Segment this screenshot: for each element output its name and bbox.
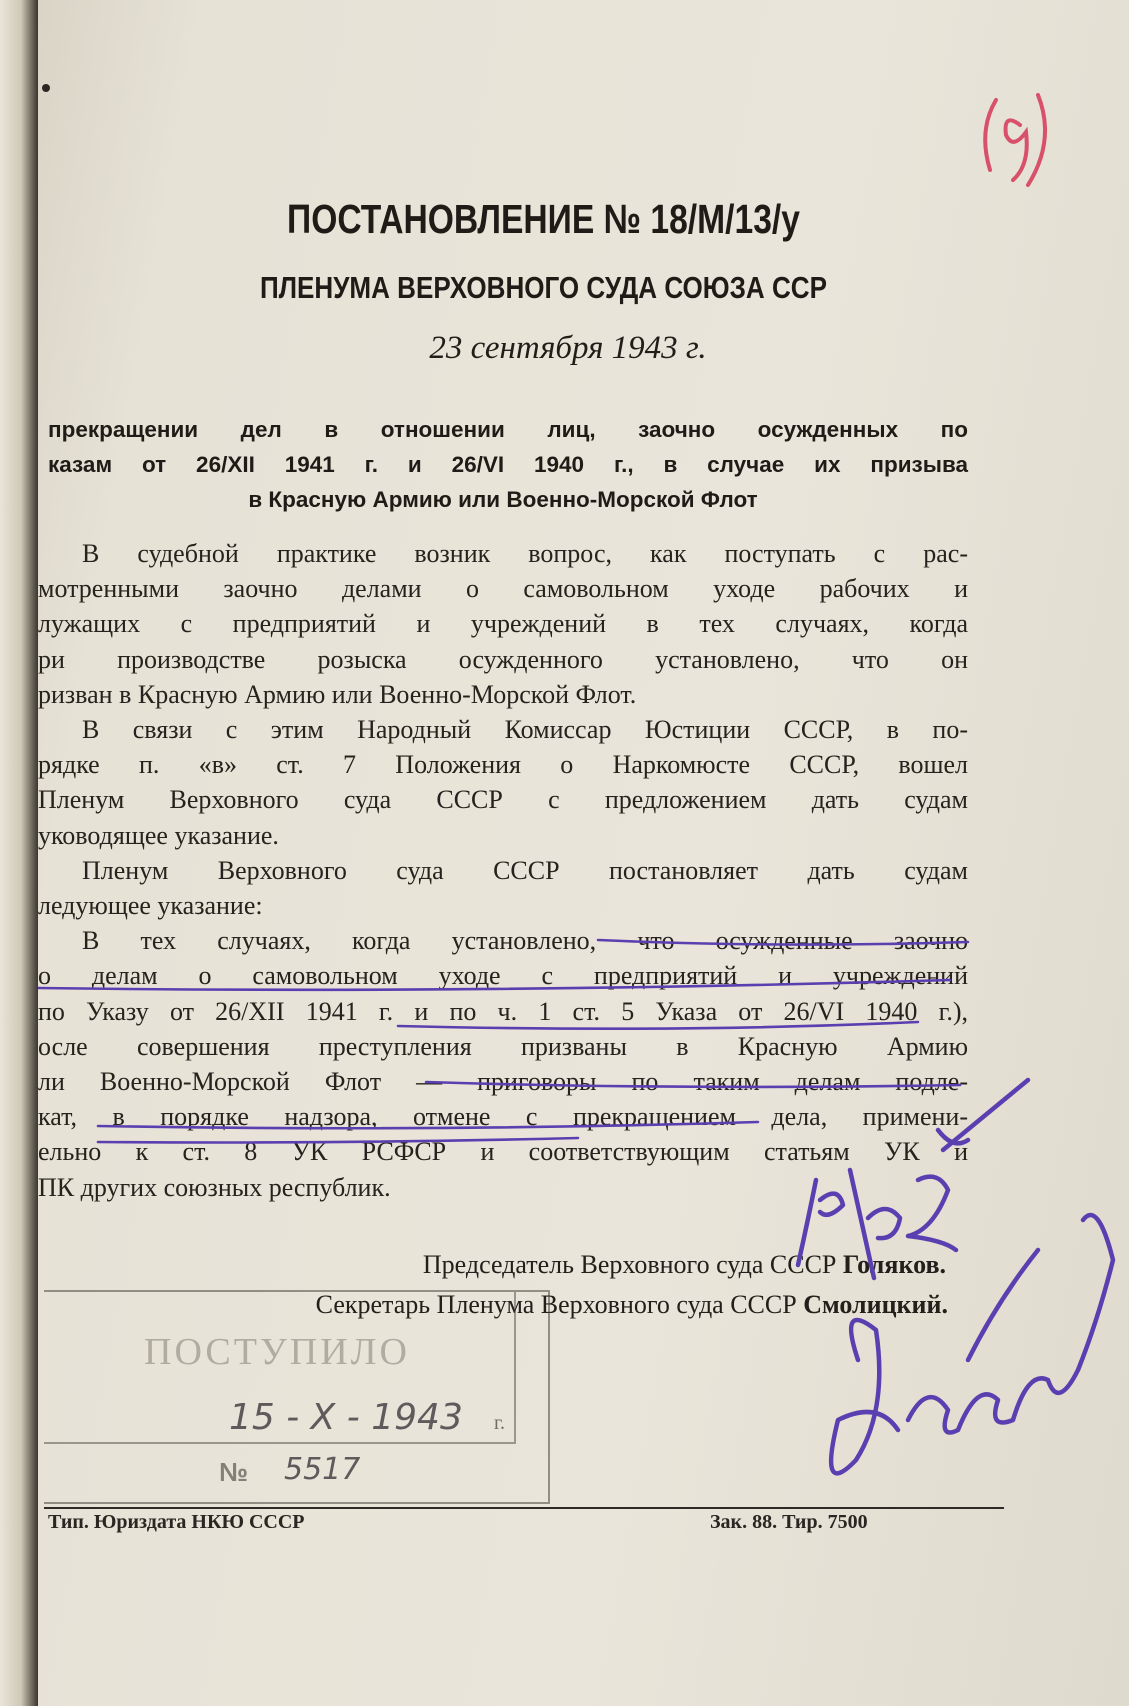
- body-line: ельно к ст. 8 УК РСФСР и соответствующим статьям УК и: [38, 1137, 968, 1167]
- body-line: осле совершения преступления призваны в Красную Армию: [38, 1031, 968, 1061]
- stamp-received-text: ПОСТУПИЛО: [144, 1331, 410, 1373]
- body-line: ли Военно-Морской Флот — приговоры по таким делам подле-: [38, 1067, 968, 1097]
- heading-line: прекращении дел в отношении лиц, заочно осужденных по: [48, 417, 968, 442]
- document-title: ПОСТАНОВЛЕНИЕ № 18/М/13/у: [287, 196, 800, 242]
- chairman-role: Председатель Верховного суда СССР: [422, 1250, 837, 1279]
- red-margin-mark: [985, 95, 1045, 185]
- body-line: ПК других союзных республик.: [38, 1172, 391, 1202]
- resolution-heading: [38, 412, 968, 517]
- footer-divider: [44, 1507, 1004, 1509]
- body-line: В тех случаях, когда установлено, что осужденные заочно: [82, 926, 968, 956]
- chairman-name: Голяков.: [842, 1250, 946, 1279]
- document-date: 23 сентября 1943 г.: [429, 330, 707, 366]
- stamp-number-label: №: [219, 1457, 248, 1487]
- body-line: о делам о самовольном уходе с предприятий и учреждений: [38, 961, 968, 991]
- print-order-info: Зак. 88. Тир. 7500: [710, 1511, 868, 1533]
- body-line: ри производстве розыска осужденного установлено, что он: [38, 644, 968, 674]
- body-line: ледующее указание:: [38, 891, 263, 921]
- chairman-signature-line: [38, 1245, 968, 1285]
- body-line: мотренными заочно делами о самовольном уходе рабочих и: [38, 574, 968, 604]
- stamp-number: 5517: [284, 1452, 361, 1487]
- stamp-date: 15 - X - 1943: [229, 1397, 463, 1438]
- punch-mark: [42, 84, 50, 92]
- printer-imprint: Тип. Юриздата НКЮ СССР: [48, 1511, 305, 1533]
- body-line: Пленум Верховного суда СССР постановляет дать судам: [82, 855, 968, 885]
- secretary-name: Смолицкий.: [803, 1290, 948, 1319]
- body-line: рядке п. «в» ст. 7 Положения о Наркомюсте СССР, вошел: [38, 750, 968, 780]
- left-binding-edge: [0, 0, 38, 1706]
- document-page: [38, 0, 1129, 1706]
- body-line: В судебной практике возник вопрос, как поступать с рас-: [82, 539, 968, 568]
- body-line: лужащих с предприятий и учреждений в тех случаях, когда: [38, 609, 968, 639]
- body-line: ризван в Красную Армию или Военно-Морской Флот.: [38, 679, 637, 709]
- body-line: по Указу от 26/XII 1941 г. и по ч. 1 ст. 5 Указа от 26/VI 1940 г.),: [38, 996, 968, 1026]
- resolution-body: [38, 536, 968, 1205]
- stamp-year-suffix: г.: [494, 1412, 505, 1434]
- secretary-role: Секретарь Пленума Верховного суда СССР: [315, 1290, 797, 1319]
- received-stamp: [44, 1290, 550, 1504]
- document-subtitle: ПЛЕНУМА ВЕРХОВНОГО СУДА СОЮЗА ССР: [260, 270, 827, 305]
- body-line: В связи с этим Народный Комиссар Юстиции СССР, в по-: [82, 715, 968, 745]
- body-line: кат, в порядке надзора, отмене с прекращением дела, примени-: [38, 1102, 968, 1132]
- body-line: уководящее указание.: [38, 820, 279, 850]
- heading-line: казам от 26/XII 1941 г. и 26/VI 1940 г., в случае их призыва: [48, 452, 968, 477]
- body-line: Пленум Верховного суда СССР с предложением дать судам: [38, 785, 968, 815]
- heading-line: в Красную Армию или Военно-Морской Флот: [248, 487, 758, 512]
